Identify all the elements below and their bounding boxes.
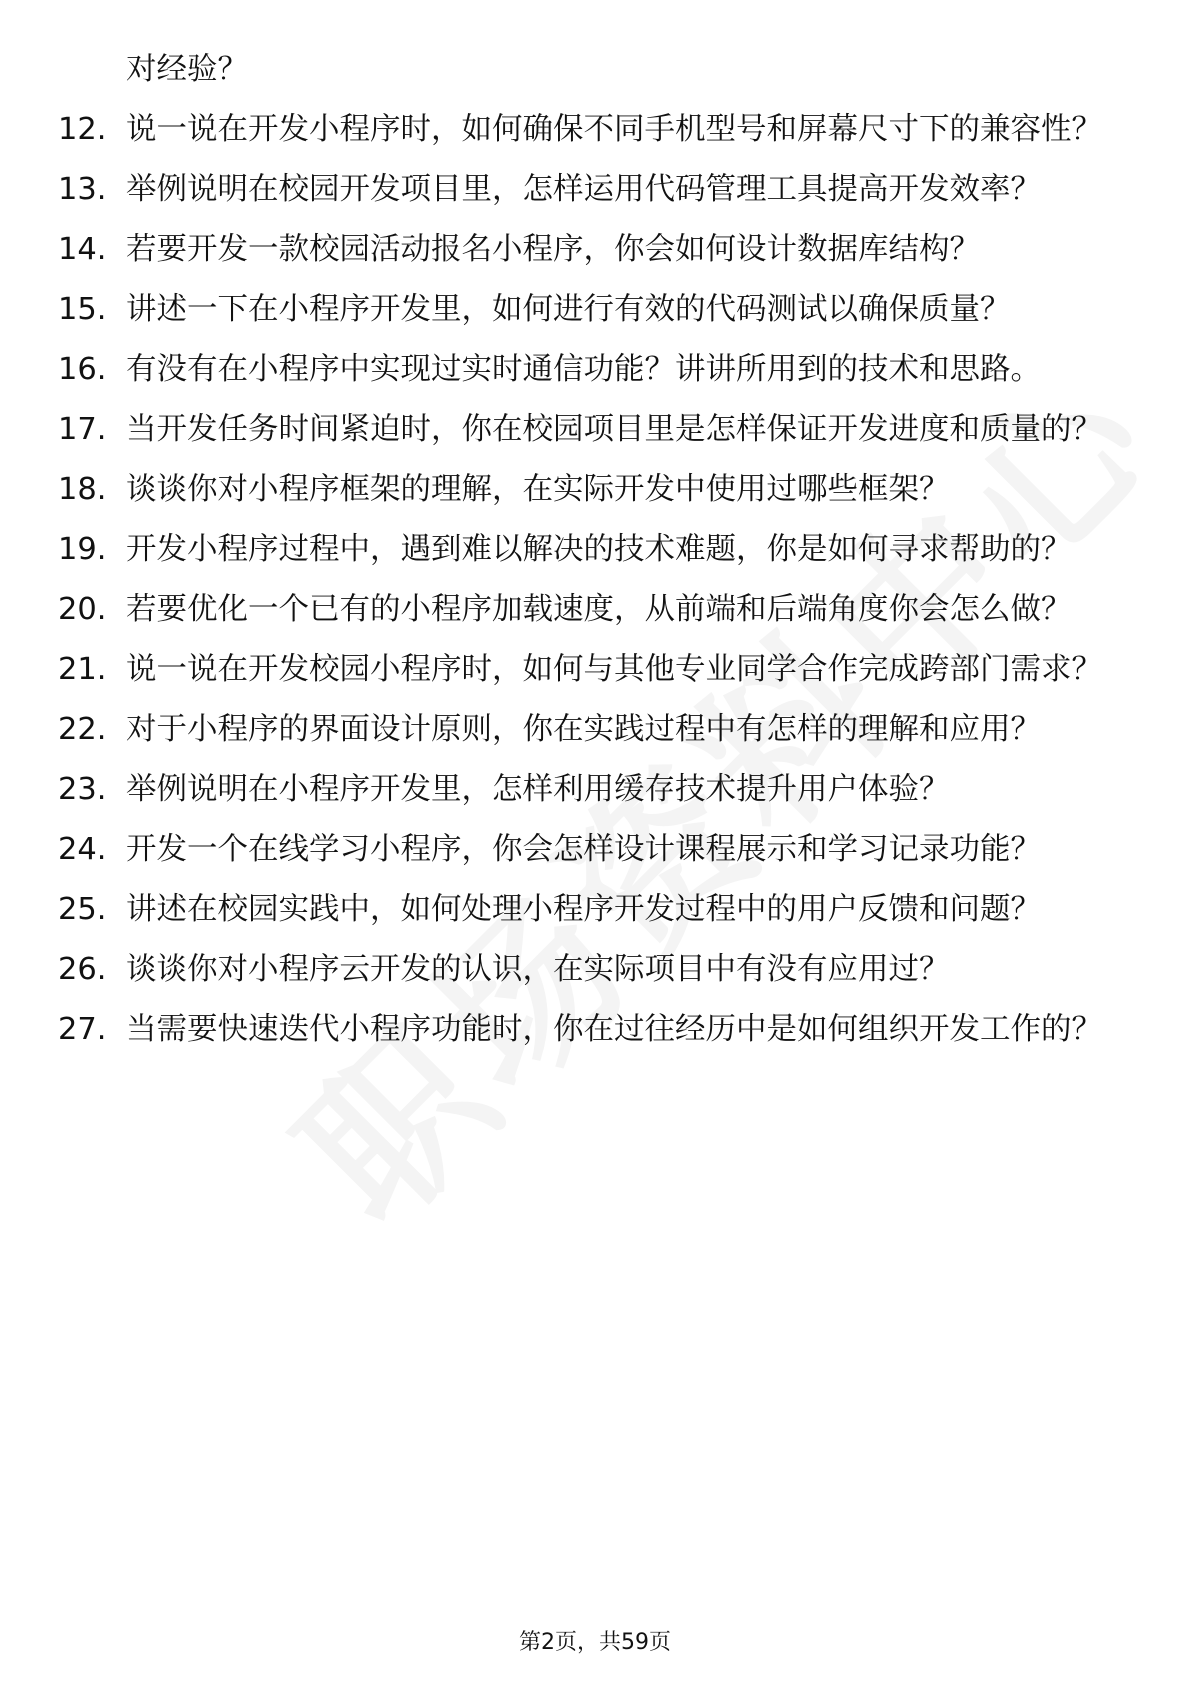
question-text: 当开发任务时间紧迫时，你在校园项目里是怎样保证开发进度和质量的？ [126,412,1102,447]
question-number: 18. [58,472,107,507]
list-item [0,228,1116,272]
list-item [0,708,1116,752]
list-item [0,768,1116,812]
question-text: 开发小程序过程中，遇到难以解决的技术难题，你是如何寻求帮助的？ [126,532,1072,567]
list-item [0,948,1116,992]
list-item [0,1008,1116,1052]
list-item [0,588,1116,632]
list-item [0,408,1116,452]
question-text: 讲述在校园实践中，如何处理小程序开发过程中的用户反馈和问题？ [126,892,1041,927]
question-text: 当需要快速迭代小程序功能时，你在过往经历中是如何组织开发工作的？ [126,1012,1102,1047]
question-number: 21. [58,652,107,687]
page-number-footer: 第2页，共59页 [519,1630,671,1655]
question-number: 13. [58,172,107,207]
question-number: 12. [58,112,107,147]
question-number: 26. [58,952,107,987]
question-text: 说一说在开发校园小程序时，如何与其他专业同学合作完成跨部门需求？ [126,652,1102,687]
question-text: 若要优化一个已有的小程序加载速度，从前端和后端角度你会怎么做？ [126,592,1072,627]
question-number: 14. [58,232,107,267]
question-text: 讲述一下在小程序开发里，如何进行有效的代码测试以确保质量？ [126,292,1011,327]
question-text: 说一说在开发小程序时，如何确保不同手机型号和屏幕尺寸下的兼容性？ [126,112,1102,147]
question-text: 谈谈你对小程序框架的理解，在实际开发中使用过哪些框架？ [126,472,950,507]
question-text: 有没有在小程序中实现过实时通信功能？讲讲所用到的技术和思路。 [126,352,1041,387]
list-item [0,48,1116,92]
list-item [0,648,1116,692]
list-item [0,828,1116,872]
question-text: 对经验？ [126,52,248,87]
list-item [0,288,1116,332]
list-item [0,888,1116,932]
question-text: 对于小程序的界面设计原则，你在实践过程中有怎样的理解和应用？ [126,712,1041,747]
question-number: 27. [58,1012,107,1047]
question-number: 25. [58,892,107,927]
list-item [0,348,1116,392]
question-number: 16. [58,352,107,387]
list-item [0,528,1116,572]
question-text: 开发一个在线学习小程序，你会怎样设计课程展示和学习记录功能？ [126,832,1041,867]
question-number: 23. [58,772,107,807]
question-number: 17. [58,412,107,447]
question-text: 若要开发一款校园活动报名小程序，你会如何设计数据库结构？ [126,232,980,267]
question-text: 举例说明在小程序开发里，怎样利用缓存技术提升用户体验？ [126,772,950,807]
question-text: 举例说明在校园开发项目里，怎样运用代码管理工具提高开发效率？ [126,172,1041,207]
question-text: 谈谈你对小程序云开发的认识，在实际项目中有没有应用过？ [126,952,950,987]
list-item [0,468,1116,512]
list-item [0,168,1116,212]
question-list [0,48,1190,1068]
question-number: 22. [58,712,107,747]
question-number: 24. [58,832,107,867]
question-number: 19. [58,532,107,567]
list-item [0,108,1116,152]
question-number: 20. [58,592,107,627]
question-number: 15. [58,292,107,327]
